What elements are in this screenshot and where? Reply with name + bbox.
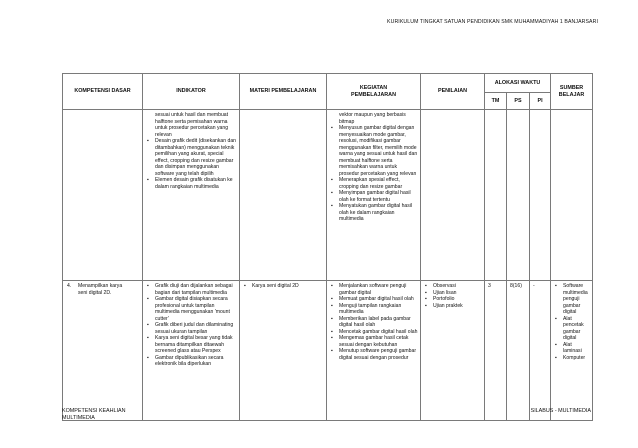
list-item: ▪ Ujian praktek [423, 303, 482, 310]
list-item: ▪ Menyatukan gambar digital hasil olah ke dalam rangkaian multimedia [329, 203, 418, 223]
list-item: ▪ Gambar digital disiapkan secara profesional untuk tampilan multimedia menggunakan 'mount cutter' [145, 296, 237, 322]
header-sumber-belajar: SUMBER BELAJAR [551, 74, 593, 110]
list-item: ▪ Alat laminasi [553, 342, 590, 355]
cell-kompetensi [63, 281, 143, 421]
kd-number: 4. [67, 283, 72, 289]
list-item: ▪ Observasi [423, 283, 482, 290]
header-ps: PS [507, 93, 530, 110]
cell-indikator [143, 110, 240, 281]
header-alokasi-waktu: ALOKASI WAKTU [485, 74, 551, 93]
list-item: ▪ Desain grafik dedit (disekankan dan ditambahkan) menggunakan teknik pemilihan yang akurat, special effect, cropping dan resize gambar dan disimpan menggunakan software yang telah dipilih [145, 138, 237, 177]
table-row [63, 110, 593, 281]
list-item: ▪ Portofolio [423, 296, 482, 303]
list-item: ▪ Karya seni digital 2D [242, 283, 324, 290]
cell-kegiatan [327, 110, 421, 281]
list-item: ▪ Mengemas gambar hasil cetak sesuai dengan kebutuhan [329, 335, 418, 348]
list-item: ▪ Gambar dipublikasikan secara elektronik bila diperlukan [145, 355, 237, 368]
cell-indikator [143, 281, 240, 421]
list-item: ▪ Ujian lisan [423, 290, 482, 297]
header-kegiatan: KEGIATAN PEMBELAJARAN [327, 74, 421, 110]
kegiatan-continued-text: vektor maupun yang berbasis bitmap [339, 112, 406, 125]
document-header: KURIKULUM TINGKAT SATUAN PENDIDIKAN SMK MUHAMMADIYAH 1 BANJARSARI [387, 19, 598, 25]
list-item: ▪ Memberikan label pada gambar digital hasil olah [329, 316, 418, 329]
cell-ps: 8(16) [507, 281, 530, 421]
header-indikator: INDIKATOR [143, 74, 240, 110]
cell-tm: 3 [485, 281, 507, 421]
header-pi: PI [530, 93, 551, 110]
list-item: ▪ Menguji tampilan rangkaian multimedia [329, 303, 418, 316]
cell-kegiatan [327, 281, 421, 421]
cell-tm [485, 110, 507, 281]
list-item: ▪ Alat pencetak gambar digital [553, 316, 590, 342]
cell-penilaian [421, 110, 485, 281]
kd-text: Menampilkan karya seni digital 2D. [78, 283, 123, 296]
table-row [63, 281, 593, 421]
list-item: ▪ Komputer [553, 355, 590, 362]
cell-pi [530, 110, 551, 281]
list-item: ▪ Mencetak gambar digital hasil olah [329, 329, 418, 336]
footer-left-line2: MULTIMEDIA [62, 414, 95, 421]
list-item: ▪ Karya seni digital besar yang tidak bernama ditampilkan ditaewah screened glass atau Perspex [145, 335, 237, 355]
list-item: ▪ Menyimpan gambar digital hasil olah ke format tertentu [329, 190, 418, 203]
syllabus-table [62, 73, 593, 421]
list-item: ▪ Elemen desain grafik disatukan ke dalam rangkaian multimedia [145, 177, 237, 190]
footer-right: SILABUS - MULTIMEDIA [530, 408, 591, 414]
cell-ps [507, 110, 530, 281]
indikator-continued-text: sesuai untuk hasil dan membuat halftone serta pemisahan warna untuk prosedur percetakan yang relevan [155, 112, 229, 138]
header-tm: TM [485, 93, 507, 110]
list-item: ▪ Menjalankan software penguji gambar digital [329, 283, 418, 296]
footer-left-line1: KOMPETENSI KEAHLIAN [62, 408, 126, 414]
header-kompetensi-dasar: KOMPETENSI DASAR [63, 74, 143, 110]
cell-materi [240, 281, 327, 421]
table-header-row [63, 74, 593, 93]
header-penilaian: PENILAIAN [421, 74, 485, 110]
cell-pi: - [530, 281, 551, 421]
header-materi: MATERI PEMBELAJARAN [240, 74, 327, 110]
cell-sumber [551, 281, 593, 421]
list-item: ▪ Grafik diberi judul dan dilaminating sesuai ukuran tampilan [145, 322, 237, 335]
list-item: ▪ Menyusun gambar digital dengan menyesuaikan mode gambar, resolusi, modifikasi gambar menggunakan filter, memilih mode warna yang sesuai untuk hasil dan membuat halftone serta memisahkan warna untuk prosedur percetakan yang relevan [329, 125, 418, 177]
list-item: ▪ Software multimedia penguji gambar digital [553, 283, 590, 316]
cell-sumber [551, 110, 593, 281]
cell-kompetensi [63, 110, 143, 281]
list-item: ▪ Memuat gambar digital hasil olah [329, 296, 418, 303]
cell-materi [240, 110, 327, 281]
footer-left [62, 408, 126, 422]
list-item: ▪ Menutup software penguji gambar digital sesuai dengan prosedur [329, 348, 418, 361]
cell-penilaian [421, 281, 485, 421]
list-item: ▪ Grafik diuji dan dijalankan sebagai bagian dari tampilan multimedia [145, 283, 237, 296]
list-item: ▪ Menerapkan spesial effect, cropping dan resize gambar [329, 177, 418, 190]
